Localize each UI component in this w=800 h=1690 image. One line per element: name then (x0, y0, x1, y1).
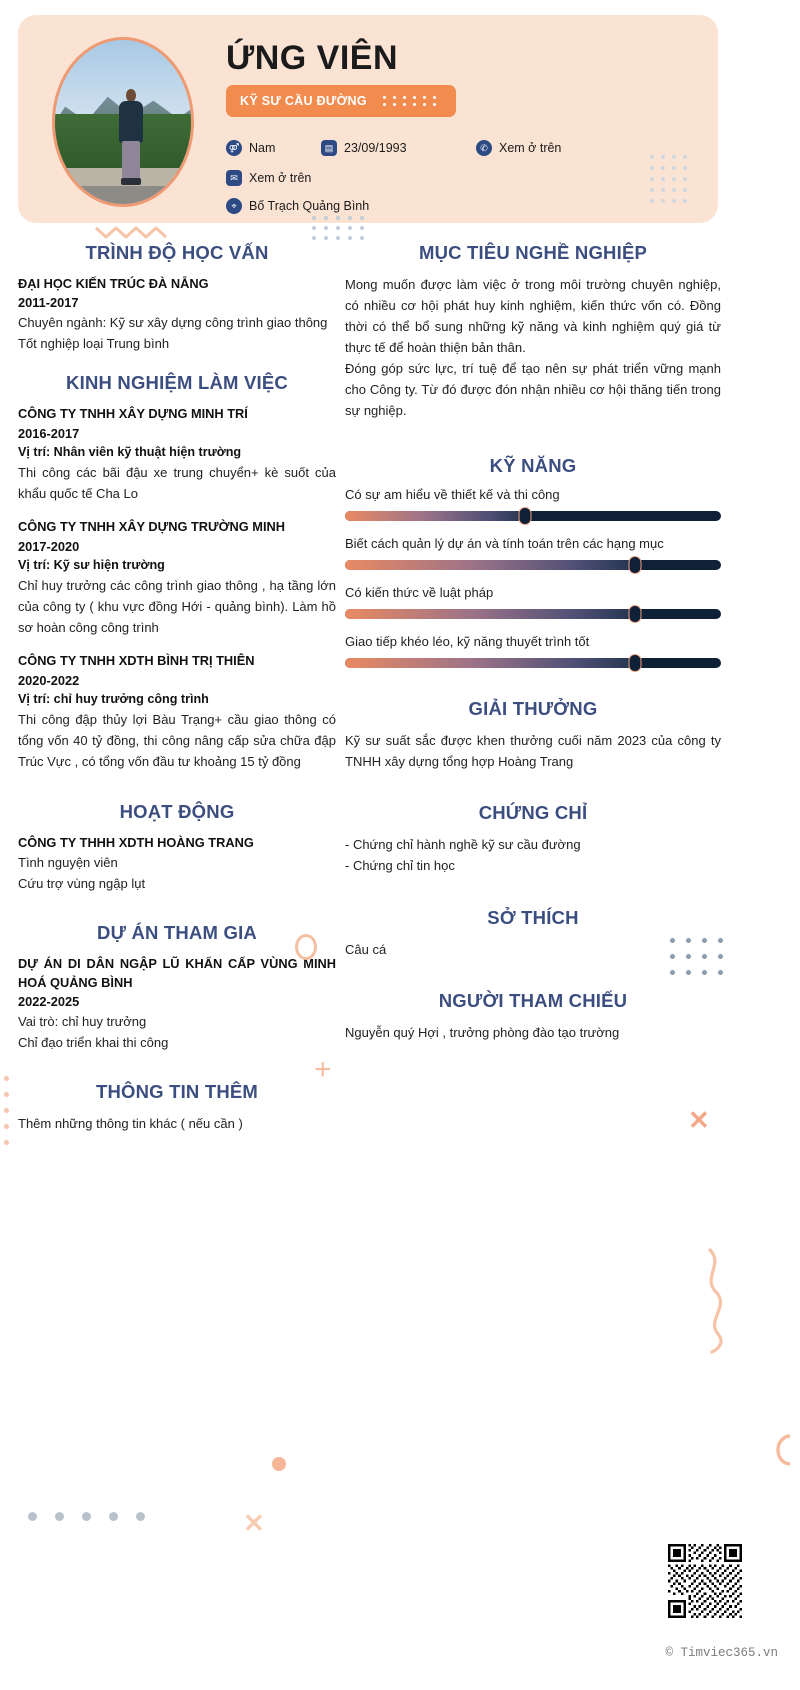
section-title-projects: DỰ ÁN THAM GIA (97, 921, 257, 943)
projects-block (18, 954, 336, 1054)
education-block (18, 274, 336, 354)
skill-item (345, 487, 721, 521)
contact-phone[interactable] (476, 140, 561, 156)
plus-decor: + (314, 1053, 332, 1086)
skill-item (345, 536, 721, 570)
contact-birthday (321, 140, 407, 156)
certificate-item: - Chứng chỉ hành nghề kỹ sư cầu đường (345, 837, 581, 853)
skill-bar[interactable] (345, 511, 721, 521)
skill-bar-fill (345, 560, 635, 570)
certificate-item: - Chứng chỉ tin học (345, 858, 455, 874)
experience-role: Vị trí: Kỹ sư hiện trường (18, 557, 165, 572)
section-title-references: NGƯỜI THAM CHIẾU (438, 989, 628, 1011)
dots-decor-left (4, 1076, 9, 1156)
skill-bar[interactable] (345, 609, 721, 619)
experience-role: Vị trí: Nhân viên kỹ thuật hiện trường (18, 444, 242, 459)
skill-bar-knob[interactable] (628, 605, 641, 623)
activities-role: Tình nguyện viên (18, 854, 118, 870)
photo-person (118, 89, 145, 184)
awards-block (345, 730, 721, 772)
references-block (345, 1022, 721, 1043)
phone-icon: ✆ (476, 140, 492, 156)
dots-below-header (312, 216, 372, 240)
hobbies-block (345, 939, 721, 960)
contact-gender-value: Nam (249, 141, 276, 155)
hobby-item: Câu cá (345, 941, 387, 957)
experience-item (18, 651, 336, 772)
email-icon: ✉ (226, 170, 242, 186)
experience-desc: Thi công đập thủy lợi Bàu Trạng+ cầu giao thông có tổng vốn 40 tỷ đồng, thi công nâng cấp sửa chữa đập Trúc Vực , có tổng vốn đầu tư khoảng 15 tỷ đồng (18, 712, 336, 770)
wave-decor (700, 1246, 730, 1356)
skill-label: Có sự am hiểu về thiết kế và thi công (345, 487, 560, 503)
skill-item (345, 634, 721, 668)
additional-block (18, 1113, 336, 1134)
activities-org: CÔNG TY THHH XDTH HOÀNG TRANG (18, 834, 254, 850)
experience-desc: Chỉ huy trưởng các công trình giao thông , hạ tầng lớn của công ty ( khu vực đồng Hới - quảng bình). Làm hồ sơ hoàn công công trình (18, 578, 336, 636)
section-title-certificates: CHỨNG CHỈ (478, 802, 588, 824)
x-decor-bottom: ✕ (243, 1508, 265, 1538)
dots-decor-footer (28, 1512, 163, 1521)
section-title-skills: KỸ NĂNG (489, 455, 577, 477)
section-title-education: TRÌNH ĐỘ HỌC VẤN (85, 242, 269, 263)
skill-item (345, 585, 721, 619)
education-grade: Tốt nghiệp loại Trung bình (18, 336, 170, 352)
header-dot-pattern (650, 155, 694, 203)
objective-paragraph-1: Mong muốn được làm việc ở trong môi trường chuyên nghiệp, có nhiều cơ hội phát huy kinh nghiệm, kiến thức vốn có. Đồng thời có thể bổ sung những kỹ năng và kinh nghiệm quý giá từ thực tế để hoàn thiện bản thân. (345, 277, 721, 356)
candidate-name: ỨNG VIÊN (226, 39, 399, 77)
contact-email[interactable] (226, 170, 311, 186)
photo-road (55, 186, 191, 204)
skill-label: Giao tiếp khéo léo, kỹ năng thuyết trình tốt (345, 634, 590, 650)
section-title-experience: KINH NGHIỆM LÀM VIỆC (66, 372, 288, 394)
contact-phone-value: Xem ở trên (499, 141, 562, 155)
experience-item (18, 404, 336, 504)
experience-years: 2016-2017 (18, 425, 80, 441)
contact-gender (226, 140, 275, 156)
section-title-additional: THÔNG TIN THÊM (95, 1081, 259, 1103)
badge-dot-pattern (383, 96, 439, 106)
certificates-block (345, 834, 721, 876)
qr-code[interactable] (668, 1544, 742, 1618)
experience-company: CÔNG TY TNHH XÂY DỰNG TRƯỜNG MINH (18, 519, 286, 535)
left-column (18, 238, 336, 1148)
references-desc: Nguyễn quý Hợi , trưởng phòng đào tạo trường (345, 1024, 620, 1040)
objective-block (345, 274, 721, 421)
project-years: 2022-2025 (18, 994, 80, 1010)
experience-item (18, 517, 336, 638)
additional-desc: Thêm những thông tin khác ( nếu cần ) (18, 1116, 243, 1132)
gender-icon: ⚤ (226, 140, 242, 156)
job-title-label: KỸ SƯ CẦU ĐƯỜNG (240, 94, 367, 108)
avatar (52, 37, 194, 207)
project-desc: Chỉ đạo triển khai thi công (18, 1035, 169, 1051)
experience-company: CÔNG TY TNHH XDTH BÌNH TRỊ THIÊN (18, 653, 255, 669)
experience-years: 2017-2020 (18, 538, 80, 554)
skill-bar-fill (345, 658, 635, 668)
objective-paragraph-2: Đóng góp sức lực, trí tuệ để tạo nên sự phát triển vững mạnh cho Công ty. Từ đó được đón nhận nhiều cơ hội thăng tiến trong sự nghiệp. (345, 361, 721, 419)
copyright-text: © Timviec365.vn (665, 1646, 778, 1660)
skill-label: Có kiến thức về luật pháp (345, 585, 494, 601)
experience-company: CÔNG TY TNHH XÂY DỰNG MINH TRÍ (18, 406, 248, 422)
dots-decor-right (670, 938, 734, 975)
x-decor: ✕ (688, 1105, 710, 1135)
skill-bar-knob[interactable] (628, 654, 641, 672)
section-title-objective: MỤC TIÊU NGHỀ NGHIỆP (418, 242, 648, 263)
experience-role: Vị trí: chỉ huy trưởng công trình (18, 691, 209, 706)
job-title-badge (226, 85, 456, 117)
section-title-awards: GIẢI THƯỞNG (468, 698, 598, 720)
skill-bar-knob[interactable] (519, 507, 532, 525)
location-icon: ⌖ (226, 198, 242, 214)
skill-bar[interactable] (345, 560, 721, 570)
education-years: 2011-2017 (18, 295, 79, 311)
contact-address (226, 198, 369, 214)
project-role: Vai trò: chỉ huy trưởng (18, 1014, 147, 1030)
right-column (345, 238, 721, 1056)
blob-decor (272, 1457, 286, 1471)
awards-desc: Kỹ sư suất sắc được khen thưởng cuối năm 2023 của công ty TNHH xây dựng tổng hợp Hoàng Trang (345, 733, 721, 770)
contact-birthday-value: 23/09/1993 (344, 141, 407, 155)
skill-bar[interactable] (345, 658, 721, 668)
section-title-activities: HOẠT ĐỘNG (119, 800, 235, 822)
skill-bar-knob[interactable] (628, 556, 641, 574)
header-card (18, 15, 718, 223)
skill-bar-fill (345, 609, 635, 619)
c-shape-decor (768, 1430, 794, 1470)
skill-bar-fill (345, 511, 525, 521)
activities-desc: Cứu trợ vùng ngập lụt (18, 875, 146, 891)
project-name: DỰ ÁN DI DÂN NGẬP LŨ KHẨN CẤP VÙNG MINH HOÁ QUẢNG BÌNH (18, 955, 336, 990)
experience-years: 2020-2022 (18, 672, 80, 688)
section-title-hobbies: SỞ THÍCH (487, 906, 579, 928)
skill-label: Biết cách quản lý dự án và tính toán trên các hạng mục (345, 536, 664, 552)
experience-desc: Thi công các bãi đậu xe trung chuyển+ kè suốt của khẩu quốc tế Cha Lo (18, 465, 336, 502)
contact-email-value: Xem ở trên (249, 171, 312, 185)
calendar-icon: ▤ (321, 140, 337, 156)
contact-address-value: Bố Trạch Quảng Bình (249, 199, 370, 213)
activities-block (18, 833, 336, 894)
education-major: Chuyên ngành: Kỹ sư xây dựng công trình giao thông (18, 315, 328, 331)
education-school: ĐẠI HỌC KIẾN TRÚC ĐÀ NẴNG (18, 276, 209, 291)
ring-decor (295, 934, 317, 960)
